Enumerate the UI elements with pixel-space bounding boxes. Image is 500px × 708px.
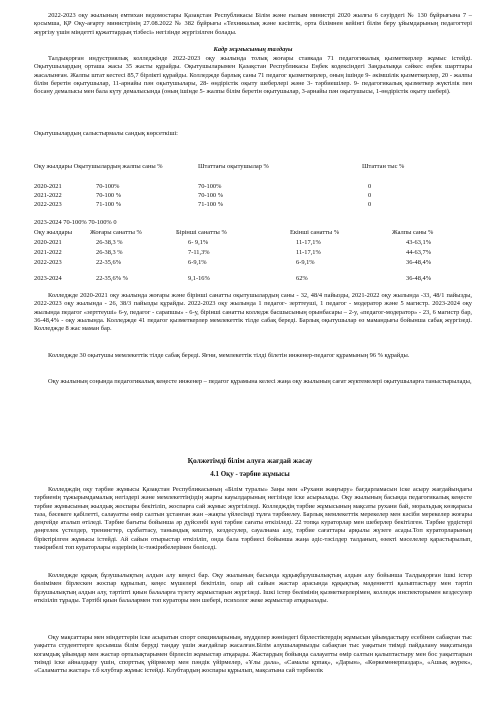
table2-second: 62%: [296, 275, 308, 282]
table1-header-3: Штаттан тыс %: [362, 163, 405, 170]
table2-row: [34, 274, 474, 283]
table1-row: [34, 191, 474, 200]
table2-high: 26-38,3 %: [96, 239, 123, 246]
table2-header-4: Екінші санатты %: [290, 229, 340, 236]
table1-total: 70-100%: [96, 183, 120, 190]
table2-second: 11-17,1%: [296, 239, 321, 246]
table2-row: [34, 238, 474, 247]
table2-row: [34, 258, 474, 267]
table2-row: [34, 248, 474, 257]
table2-year: 2023-2024: [34, 275, 62, 282]
table1-extra-row: [34, 218, 474, 227]
compare-label: Оқытушылардың салыстырмалы сандық көрсеткіші:: [34, 130, 178, 137]
table1-row: [34, 200, 474, 209]
table2-second: 11-17,1%: [296, 249, 321, 256]
subsection-title: 4.1 Оқу - тәрбие жұмысы: [210, 470, 290, 478]
table2-header-2: Жоғары санатты %: [90, 229, 142, 236]
table2-high: 22-35,6% %: [96, 275, 128, 282]
table2-year: 2022-2023: [34, 259, 62, 266]
table2-year: 2021-2022: [34, 249, 62, 256]
kadr-paragraph: Талдықорған индустриялық колледжінде 2022-2023 оқу жылында толық жоғары ставкада 71 педагогикалық қызметкерлер жұмыс істейді. Оқытушылардың орташа жасы 35 жасты құрайды. Оқытушыларымен Қазақстан Республикасы Еңбек кодексіндегі Заңдылыққа сәйкес еңбек шарттары жасалынған. Жалпы штат кестесі 85,7 бірлікті құрайды. Колледжде барлық саны 71 педагог қызметкерлер, оның ішінде 9- әкімшілік қызметкерлер, 20 - жалпы білім беретін оқытушылар, 11-арнайы пән оқытушылары, 28- өндірістік оқыту шеберлері және 3- тәрбиешілер. 9- педагогикалық қызметкер жүктілік пен босану демалысы мен бала күту демалысында (оның ішінде 5- жалпы білім беретін оқытушылар, 3-арнайы пән оқытушысы, 1-өндірістік оқыту шебері).: [34, 55, 472, 96]
table2-first: 9,1-16%: [188, 275, 210, 282]
table1-total: 70-100 %: [96, 192, 122, 199]
upbringing-paragraph-3: Оқу мақсаттары мен міндеттерін іске асыратын спорт секцияларының, мүдделер жөніндегі бірлестіктердің жұмысын ұйымдастыру есебінен сабақтан тыс уақытта студенттерге қосымша білім беруді тандау үшін жағдайлар жасалған.Білім алушылармызды сабақтан тыс уақытын тиімді пайдалану мақсатында когамдық ұйымдар мен жастар орталықтарымен бірлесіп жұмыстар атқарады. Жастардың бойында салауатты өмір салтын қалыптастыру мен бос уақыттарын тиімді іске айналдыру үшін, спорттық үйірмелер мен пәндік үйірмелер, «Ұлы дала», «Самалы қрпақ», «Дарын», «Көркемөнерпаздар», «Ашық жүрек», «Саламатты жастар» т.б клубтар жұмыс істейді. Клубтардың жоспары құрылып, мақсатына сай тәрбиелік: [34, 634, 472, 675]
table2-first: 6- 9,1%: [188, 239, 209, 246]
table2-second: 6-9,1%: [296, 259, 315, 266]
table2-total: 43-63,1%: [406, 239, 432, 246]
table2-header-5: Жалпы саны %: [392, 229, 434, 236]
table2-high: 22-35,6%: [96, 259, 122, 266]
kadr-heading: Кадр жұмысының талдауы: [213, 46, 293, 53]
table1-year: 2020-2021: [34, 183, 62, 190]
table2-header: [34, 228, 474, 237]
table1-out: 0: [368, 183, 372, 190]
table1-staff: 71-100 %: [198, 201, 224, 208]
section-title: Қолжетімді білім алуға жағдай жасау: [187, 456, 313, 465]
upbringing-paragraph-1: Колледждің оқу тәрбие жұмысы Қазақстан Республикасының «Білім туралы» Заңы мен «Рухани жаңғыру» бағдарламасын іске асыру жағдайындағы тәрбиенің тұжырымдамалық негіздері және мемлекеттіңіздің жарғы кауылдарының негізінде іске асырылады. Оқу жылының басында педагогикалық кеңесте тәрбие жұмысының жылдық жоспары бекітіліп, жоспарға сай жұмыс жүргізіледі. Колледждің тәрбие жұмысының мақсаты рухани бай, моральдық көзқарасы таза, бәсекеге қабілетті, салауатты өмір салтын ұстанған жан –жақты үйлесімді тұлға тәрбиелеу. Барлық мемлекеттік мерекелер мен кәсіби мерекелер жоғары деңгейде аталып өтіледі. Тәрбие бағыты бойынша әр дүйсенбі күні тәрбие сағаты өткізіледі. 22 топқа кураторлар мен шеберлер бекітілген. Тәрбие үрдістері дөңгелек үстелдер, тренингтер, сұхбаттасу, танымдық кештер, кездесулер, сауалнама алу, тәрбие сағаттары арқылы жүзеге асады.Топ кураторларының біріктірілген жұмысы істейді. Ай сайын отырыстар өткізіліп, онда бала тәрбиесі бойынша жаңа әдіс-тәсілдер талданып, өзекті мәселелер қарастырылып, тәжірибелі топ кураторлары өздерінің іс-тәжірибелерімен бөліседі.: [34, 486, 472, 552]
table1-total: 71-100 %: [96, 201, 122, 208]
table1-row: [34, 182, 474, 191]
table1-out: 0: [368, 201, 372, 208]
table1-out: 0: [368, 192, 372, 199]
table1-header-1: Оқу жылдары Оқытушылардың жалпы саны %: [34, 163, 163, 170]
state-language-paragraph: Колледжде 30 оқытушы мемлекеттік тілде сабақ береді. Яғни, мемлекеттік тілді білетін инженер-педагог құрамының 96 % құрайды.: [48, 352, 410, 359]
table2-total: 36-48,4%: [406, 259, 432, 266]
table1-header-2: Штаттағы оқытушылар %: [198, 163, 269, 170]
table2-first: 6-9,1%: [188, 259, 207, 266]
table2-first: 7-11,3%: [188, 249, 210, 256]
intro-paragraph: 2022-2023 оқу жылының емтихан ведомостары Қазақстан Республикасы Білім және ғылым министрі 2020 жылғы 6 сәуірдегі № 130 бұйрығына 7 – қосымша, ҚР Оқу-ағарту министрінің 27.08.2022 № 382 бұйрығы «Техникалық және кәсіптік, орта білімнен кейінгі білім беру ұйымдарының педагогтері жүргізу үшін міндетті құжаттардың тізбесі» негізінде жүргізілген болады.: [34, 12, 472, 36]
table1-extra: 2023-2024 70-100% 70-100% 0: [34, 219, 117, 226]
table2-year: 2020-2021: [34, 239, 62, 246]
table1-header: [34, 162, 474, 171]
table2-header-3: Бірінші санатты %: [176, 229, 227, 236]
table2-total: 44-63,7%: [406, 249, 432, 256]
table1-staff: 70-100 %: [198, 192, 224, 199]
upbringing-paragraph-2: Колледжде құқық бұзушылықтың алдын алу кеңесі бар. Оқу жылының басында құқықбұзушылықтың алдын алу бойынша Талдықорған ішкі істер бөлімімен бірлескен жоспар құрылып, кеңес мүшелері бекітіліп, олар ай сайын жастар арасында құқықтық мәдениетті қалыптастыру мен тәртіп бұзушылықтың алдын алу, тәртіпті қиын балаларға түзету жұмыстарын жүргізеді. Ішкі істер бөлімінің қызметкерлерімен, колледж инспекторымен кездесулер өткізіліп тұрады. Тәртібі қиын балалармен топ кураторы мен шебері, психолог жеке жұмыстар атқарылады.: [34, 572, 472, 604]
year-end-paragraph: Оқу жылының соңында педагогикалық кеңесте инженер – педагог құрамына келесі жаңа оқу жылының сағат жүктемелері оқытушыларға таныстырылады,: [48, 378, 472, 385]
table1-staff: 70-100%: [198, 183, 222, 190]
categories-paragraph: Колледжде 2020-2021 оқу жылында жоғары және бірінші санатты оқытушылардың саны - 32, 48/4 пайызды, 2021-2022 оқу жылында -33, 48/1 пайызды, 2022-2023 оқу жылында - 26, 38/3 пайызды құрайды. 2022-2023 оқу жылында 1 педагог- зерттеуші, 1 педагог - модератор және 5 магистр. 2023-2024 оқу жылында педагог «зерттеуші» 6-у, педагог - сарапшы» - 6-у, бірінші санатты колледж басшысының орынбасары – 2-у, «педагог-модератор» - 23, 6 магистр бар, 36-48,4% - оқу жылында. Колледжде 41 педагог қызметкерлер мемлекеттік тілде сабақ береді. Барлық оқытушылар өз мамандығы бойынша сабақ жүргізеді. Колледжде 8 жас маман бар.: [34, 292, 472, 333]
table1-year: 2021-2022: [34, 192, 62, 199]
table1-year: 2022-2023: [34, 201, 62, 208]
table2-total: 36-48,4%: [406, 275, 432, 282]
table2-header-1: Оқу жылдары: [34, 229, 72, 236]
table2-high: 26-38,3 %: [96, 249, 123, 256]
